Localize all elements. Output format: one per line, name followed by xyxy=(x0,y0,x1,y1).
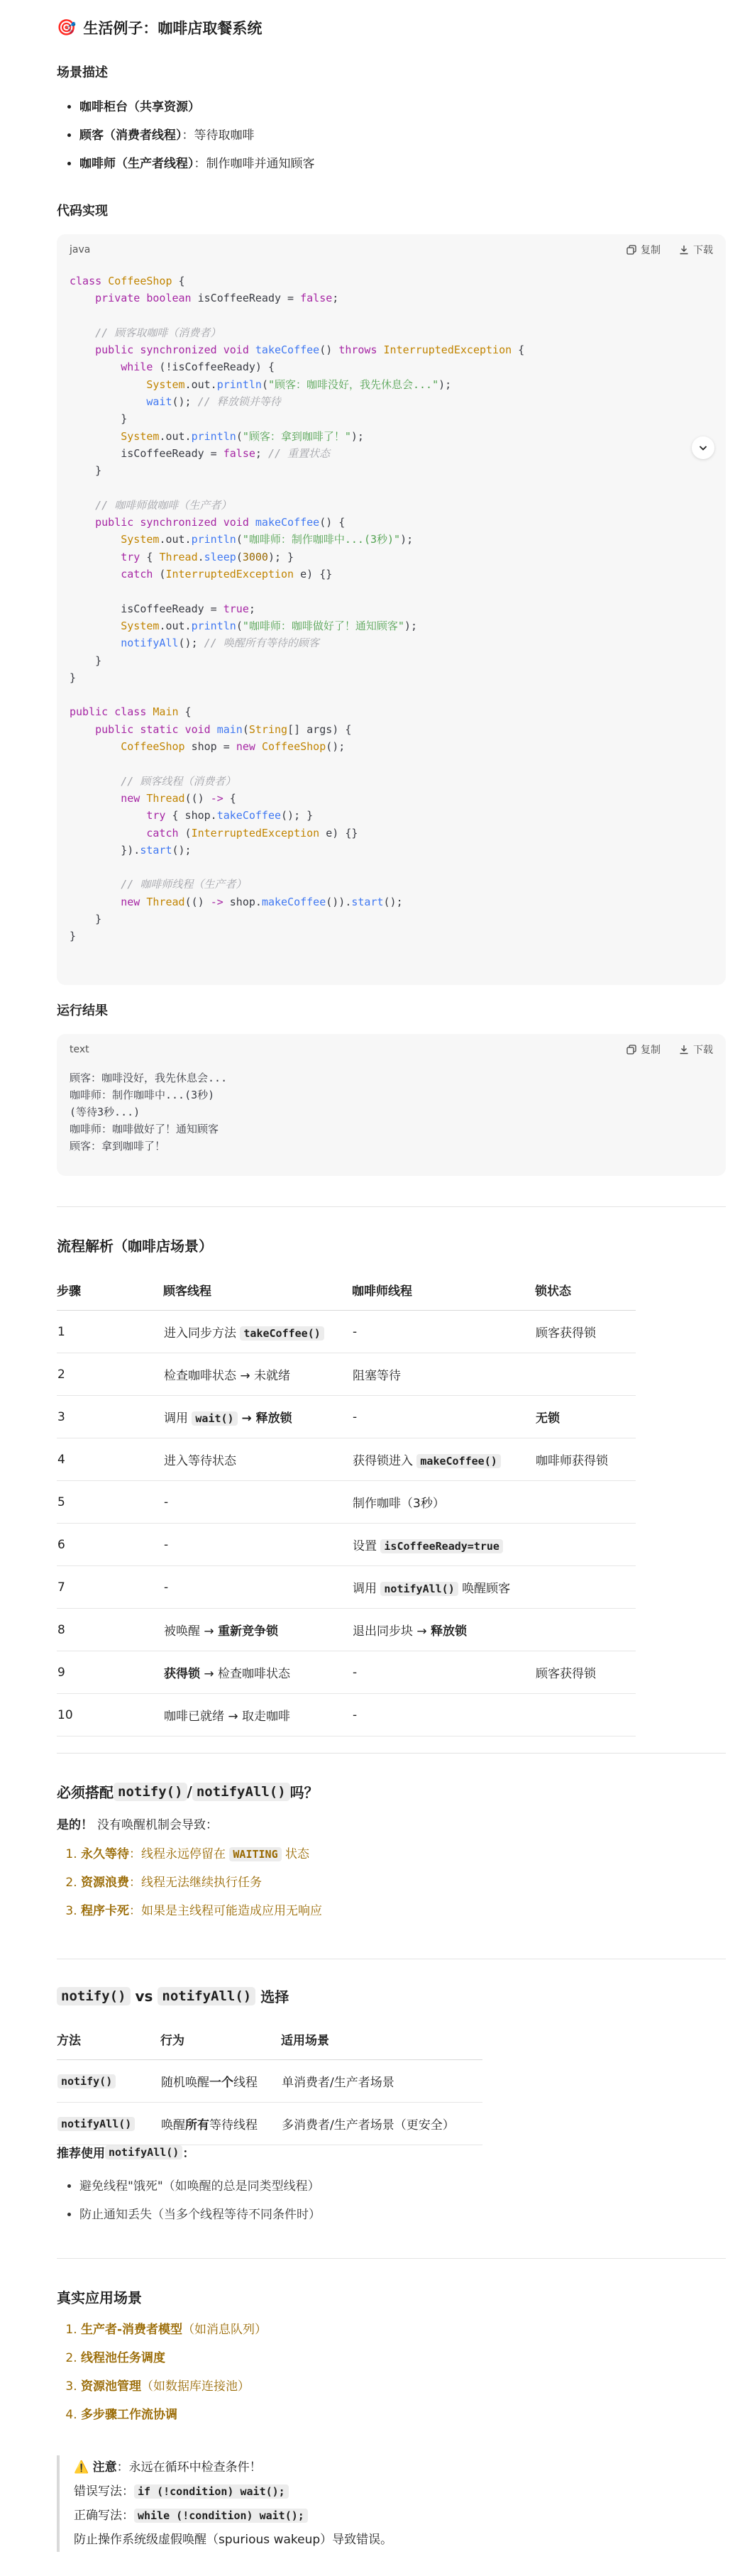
page-title-text: 生活例子：咖啡店取餐系统 xyxy=(83,20,263,37)
table-cell xyxy=(163,1524,352,1566)
list-item-code: WAITING xyxy=(229,1847,281,1861)
table-cell xyxy=(163,1566,352,1609)
list-item-bold: 咖啡师（生产者线程） xyxy=(79,157,194,171)
cell-bold: → 释放锁 xyxy=(237,1411,292,1426)
table-cell: 多消费者/生产者场景（更安全） xyxy=(281,2103,482,2145)
result-download-button[interactable]: 下载 xyxy=(679,1042,713,1057)
cell-code: makeCoffee() xyxy=(416,1454,500,1468)
cell-bold: 所有 xyxy=(185,2118,209,2132)
download-button[interactable]: 下载 xyxy=(679,243,713,257)
cell-text: 顾客获得锁 xyxy=(536,1667,596,1681)
result-line: 顾客：咖啡没好，我先休息会... xyxy=(70,1072,228,1084)
table-row xyxy=(57,1651,636,1694)
cell-text: 4 xyxy=(57,1452,65,1467)
flow-heading: 流程解析（咖啡店场景） xyxy=(57,1238,213,1255)
list-item: • 避免线程"饿死"（如唤醒的总是同类型线程） xyxy=(79,2177,695,2196)
cell-bold: 无锁 xyxy=(536,1411,560,1426)
table-cell xyxy=(57,1651,163,1694)
cell-text: 5 xyxy=(57,1495,65,1509)
table-cell xyxy=(535,1566,636,1609)
collapse-toggle-button[interactable] xyxy=(692,436,714,459)
cell-text: - xyxy=(164,1495,169,1509)
result-heading: 运行结果 xyxy=(57,1003,108,1018)
table-cell xyxy=(57,1524,163,1566)
table-cell xyxy=(57,2103,160,2145)
table-row xyxy=(57,1396,636,1438)
table-header: 方法 xyxy=(57,2018,160,2060)
cell-text: 制作咖啡（3秒） xyxy=(353,1497,445,1511)
table-header: 锁状态 xyxy=(535,1269,636,1311)
table-cell xyxy=(352,1651,535,1694)
table-cell xyxy=(352,1566,535,1609)
result-line: 咖啡师：咖啡做好了！通知顾客 xyxy=(70,1123,219,1135)
cell-text: 调用 xyxy=(164,1411,192,1426)
table-cell xyxy=(57,1566,163,1609)
table-row xyxy=(57,1353,636,1396)
table-cell xyxy=(57,1353,163,1396)
cell-text: - xyxy=(353,1665,358,1680)
cell-text: - xyxy=(353,1409,358,1424)
list-item-bold: 线程池任务调度 xyxy=(81,2351,165,2365)
page-title xyxy=(57,17,262,38)
copy-button[interactable]: 复制 xyxy=(626,243,661,257)
divider xyxy=(57,2258,726,2259)
table-cell xyxy=(535,1481,636,1524)
list-item xyxy=(79,98,681,116)
vs-heading: notify() vs notifyAll() 选择 xyxy=(57,1986,289,2006)
cell-bold: 获得锁 xyxy=(164,1667,200,1681)
table-cell xyxy=(163,1353,352,1396)
download-icon xyxy=(679,1045,689,1055)
cell-text: 退出同步块 → xyxy=(353,1624,431,1639)
cell-bold: 释放锁 xyxy=(431,1624,468,1639)
table-cell xyxy=(163,1396,352,1438)
cell-code: wait() xyxy=(192,1411,237,1426)
table-cell xyxy=(352,1524,535,1566)
table-cell xyxy=(163,1438,352,1481)
table-cell xyxy=(160,2060,281,2103)
list-item xyxy=(79,155,681,173)
cell-text: → 检查咖啡状态 xyxy=(200,1667,291,1681)
code-content: class CoffeeShop { private boolean isCoffeeReady = false; // 顾客取咖啡（消费者） public synchronized void takeCoffee() throws InterruptedException { while (!isCoffeeReady) { System.out.println("顾客：咖啡没好，我先休息会..."); wait(); // 释放锁并等待 } System.out.println("顾客：拿到咖啡了！"); isCoffeeReady = false; // 重置状态 } // 咖啡师做咖啡（生产者） public synchronized void makeCoffee() { System.out.println("咖啡师：制作咖啡中...(3秒)"); try { Thread.sleep(3000); } catch (InterruptedException e) {} isCoffeeReady = true; System.out.println("咖啡师：咖啡做好了！通知顾客"); notifyAll(); // 唤醒所有等待的顾客 } } public class Main { public static void main(String[] args) { CoffeeShop shop = new CoffeeShop(); // 顾客线程（消费者） new Thread(() -> { try { shop.takeCoffee(); } catch (InterruptedException e) {} }).start(); // 咖啡师线程（生产者） new Thread(() -> shop.makeCoffee()).start(); } } xyxy=(70,275,525,943)
table-cell xyxy=(352,1353,535,1396)
table-cell xyxy=(535,1396,636,1438)
table-row xyxy=(57,2060,482,2103)
list-item xyxy=(81,2406,695,2424)
table-cell xyxy=(352,1438,535,1481)
cell-text: 8 xyxy=(57,1622,65,1637)
vs-table xyxy=(57,2018,482,2145)
result-block xyxy=(57,1034,726,1176)
table-cell xyxy=(352,1396,535,1438)
table-cell xyxy=(163,1481,352,1524)
last-line: 防止操作系统级虚假唤醒（spurious wakeup）导致错误。 xyxy=(74,2533,393,2547)
cell-text: 10 xyxy=(57,1707,73,1722)
cell-text: 进入等待状态 xyxy=(164,1454,236,1468)
target-icon: 🎯 xyxy=(57,18,77,37)
list-item-text: ：制作咖啡并通知顾客 xyxy=(194,157,315,171)
cell-text: 2 xyxy=(57,1367,65,1382)
code-block xyxy=(57,234,726,985)
list-item-bold: 资源浪费 xyxy=(81,1876,129,1890)
table-cell xyxy=(535,1438,636,1481)
cell-code: notifyAll() xyxy=(380,1582,458,1596)
result-line: 顾客：拿到咖啡了！ xyxy=(70,1140,166,1152)
list-item-bold: 生产者-消费者模型 xyxy=(81,2323,183,2337)
list-item-text: ：线程永远停留在 xyxy=(129,1847,230,1861)
code-block-header xyxy=(57,234,726,265)
table-header: 咖啡师线程 xyxy=(352,1269,535,1311)
cell-bold: 重新竞争锁 xyxy=(218,1624,279,1639)
table-header: 行为 xyxy=(160,2018,281,2060)
list-item-bold: 多步骤工作流协调 xyxy=(81,2408,177,2422)
result-line: (等待3秒...) xyxy=(70,1106,140,1118)
table-cell xyxy=(352,1311,535,1353)
method-code: notify() xyxy=(57,2074,116,2088)
cell-text: 随机唤醒 xyxy=(161,2076,209,2090)
cell-text: - xyxy=(353,1324,358,1339)
result-copy-button[interactable]: 复制 xyxy=(626,1042,661,1057)
must-heading: 必须搭配 notify() / notifyAll() 吗？ xyxy=(57,1783,319,1801)
table-cell xyxy=(57,1438,163,1481)
cell-text: 获得锁进入 xyxy=(353,1454,417,1468)
note-line: ⚠️ 注意：永远在循环中检查条件！ xyxy=(74,2460,262,2475)
cell-code: takeCoffee() xyxy=(240,1326,324,1341)
table-cell xyxy=(57,1481,163,1524)
list-item-text: （如消息队列） xyxy=(182,2323,267,2337)
cell-text: - xyxy=(164,1537,169,1552)
cell-text: 咖啡已就绪 → 取走咖啡 xyxy=(164,1710,291,1724)
table-row xyxy=(57,1694,636,1736)
list-item-bold: 资源池管理 xyxy=(81,2379,141,2394)
table-cell xyxy=(535,1311,636,1353)
table-cell xyxy=(163,1651,352,1694)
table-header: 适用场景 xyxy=(281,2018,482,2060)
divider xyxy=(57,1753,726,1754)
recommend-list xyxy=(57,2177,695,2234)
cell-text: 唤醒顾客 xyxy=(458,1582,511,1596)
table-cell xyxy=(535,1524,636,1566)
table-row xyxy=(57,1566,636,1609)
table-row xyxy=(57,1438,636,1481)
table-cell xyxy=(352,1609,535,1651)
warning-icon: ⚠️ xyxy=(74,2460,89,2475)
list-item xyxy=(81,2349,695,2367)
list-item-text: （如数据库连接池） xyxy=(141,2379,250,2394)
list-item-bold: 永久等待 xyxy=(81,1847,129,1861)
flow-table xyxy=(57,1269,636,1736)
apps-heading: 真实应用场景 xyxy=(57,2289,142,2306)
wrong-line: 错误写法： if (!condition) wait(); xyxy=(74,2479,698,2504)
table-cell xyxy=(57,1694,163,1736)
cell-text: 咖啡师获得锁 xyxy=(536,1454,608,1468)
note-block xyxy=(57,2455,698,2552)
table-cell xyxy=(163,1694,352,1736)
result-language-label: text xyxy=(70,1044,89,1055)
cell-text: 7 xyxy=(57,1580,65,1595)
table-row xyxy=(57,2103,482,2145)
table-cell xyxy=(57,1311,163,1353)
table-row xyxy=(57,1481,636,1524)
table-cell xyxy=(535,1694,636,1736)
cell-text: 1 xyxy=(57,1324,65,1339)
list-item xyxy=(81,2377,695,2396)
table-cell xyxy=(57,1396,163,1438)
cell-text: 唤醒 xyxy=(161,2118,185,2132)
scene-list xyxy=(57,98,681,183)
code-heading: 代码实现 xyxy=(57,204,108,219)
cell-text: 6 xyxy=(57,1537,65,1552)
cell-text: 调用 xyxy=(353,1582,381,1596)
table-cell xyxy=(57,1609,163,1651)
table-cell xyxy=(57,2060,160,2103)
must-lead: 是的！ 没有唤醒机制会导致： xyxy=(57,1818,218,1832)
cell-text: 进入同步方法 xyxy=(164,1326,241,1341)
list-item-bold: 程序卡死 xyxy=(81,1904,129,1918)
table-cell: 单消费者/生产者场景 xyxy=(281,2060,482,2103)
table-header: 步骤 xyxy=(57,1269,163,1311)
table-cell xyxy=(352,1694,535,1736)
cell-code: isCoffeeReady=true xyxy=(380,1539,503,1553)
must-list xyxy=(57,1845,695,1930)
list-item xyxy=(81,1902,695,1920)
table-cell xyxy=(535,1353,636,1396)
result-line: 咖啡师：制作咖啡中...(3秒) xyxy=(70,1089,215,1101)
cell-text: 3 xyxy=(57,1409,65,1424)
result-block-header xyxy=(57,1034,726,1065)
cell-bold: 一个 xyxy=(209,2076,233,2090)
list-item-bold: 咖啡柜台（共享资源） xyxy=(79,100,200,114)
recommend-line: 推荐使用 notifyAll() ： xyxy=(57,2145,195,2161)
table-cell xyxy=(163,1609,352,1651)
chevron-down-icon xyxy=(698,443,708,453)
table-cell xyxy=(160,2103,281,2145)
cell-text: 检查咖啡状态 → 未就绪 xyxy=(164,1369,291,1383)
result-content xyxy=(57,1065,726,1165)
copy-icon xyxy=(626,245,636,255)
code-language-label: java xyxy=(70,244,91,255)
cell-text: - xyxy=(164,1580,169,1595)
download-icon xyxy=(679,245,689,255)
list-item-bold: 顾客（消费者线程） xyxy=(79,128,182,143)
table-row xyxy=(57,1524,636,1566)
right-line: 正确写法： while (!condition) wait(); xyxy=(74,2504,698,2528)
list-item-text: 状态 xyxy=(281,1847,310,1861)
table-header: 顾客线程 xyxy=(163,1269,352,1311)
table-cell xyxy=(163,1311,352,1353)
method-code: notifyAll() xyxy=(57,2117,135,2131)
cell-text: 阻塞等待 xyxy=(353,1369,401,1383)
table-cell xyxy=(535,1651,636,1694)
table-cell xyxy=(535,1609,636,1651)
table-row xyxy=(57,1609,636,1651)
cell-text: 线程 xyxy=(233,2076,258,2090)
scene-heading: 场景描述 xyxy=(57,65,108,80)
copy-icon xyxy=(626,1045,636,1055)
cell-text: 等待线程 xyxy=(209,2118,258,2132)
list-item xyxy=(81,1845,695,1864)
list-item xyxy=(81,1873,695,1892)
cell-text: - xyxy=(353,1707,358,1722)
list-item-text: ：如果是主线程可能造成应用无响应 xyxy=(129,1904,322,1918)
cell-text: 顾客获得锁 xyxy=(536,1326,596,1341)
divider xyxy=(57,1206,726,1207)
list-item-text: ：等待取咖啡 xyxy=(182,128,255,143)
list-item-text: ：线程无法继续执行任务 xyxy=(129,1876,262,1890)
list-item xyxy=(81,2321,695,2339)
list-item xyxy=(79,126,681,145)
cell-text: 被唤醒 → xyxy=(164,1624,219,1639)
list-item: • 防止通知丢失（当多个线程等待不同条件时） xyxy=(79,2206,695,2224)
table-cell xyxy=(352,1481,535,1524)
apps-list xyxy=(57,2321,695,2434)
table-row xyxy=(57,1311,636,1353)
cell-text: 9 xyxy=(57,1665,65,1680)
cell-text: 设置 xyxy=(353,1539,381,1553)
